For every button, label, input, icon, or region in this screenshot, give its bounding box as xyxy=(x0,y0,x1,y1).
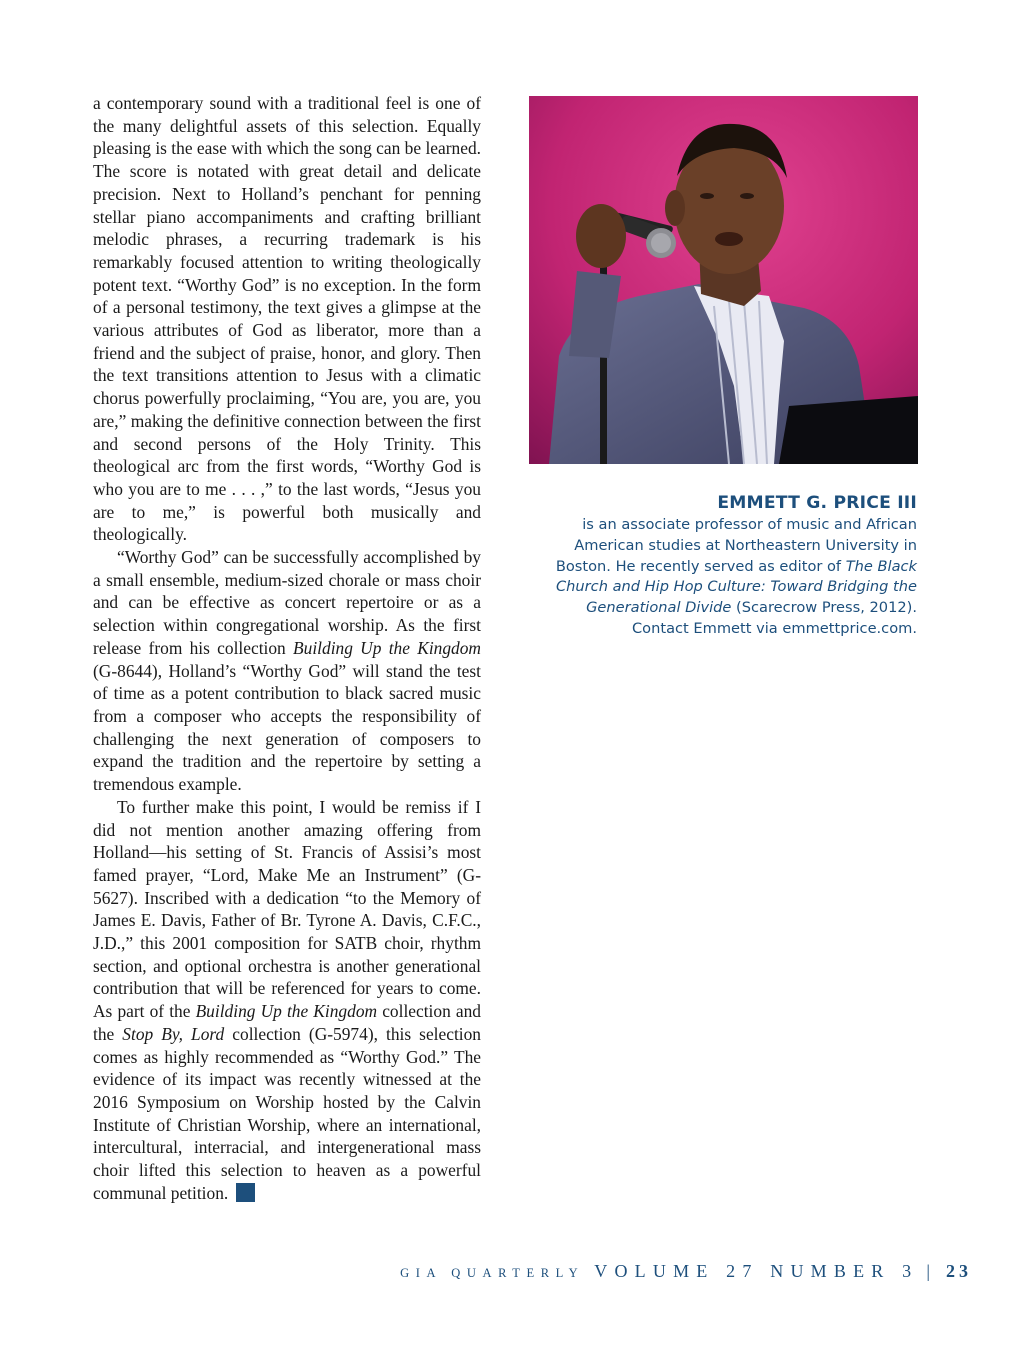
paragraph-text: collection (G-5974), this selection comes as highly recommended as “Worthy God.” The evidence of its impact was recently witnessed at the 2016 Symposium on Worship hosted by the Calvin Institute of Christian Worship, where an international, intercultural, interracial, and intergenerational mass choir lifted this selection to heaven as a powerful communal petition. xyxy=(93,1023,481,1203)
bio-text: is an associate professor of music and African American studies at Northeastern University in Boston. He recently served as editor of xyxy=(555,516,917,575)
article-paragraph-3 xyxy=(93,796,481,1205)
article-paragraph-2 xyxy=(93,546,481,796)
paragraph-text: (G-8644), Holland’s “Worthy God” will stand the test of time as a potent contribution to black sacred music from a composer who accepts the responsibility of challenging the next generation of composers to expand the tradition and the repertoire by setting a tremendous example. xyxy=(93,660,481,795)
page-footer xyxy=(400,1261,972,1282)
collection-title: Stop By, Lord xyxy=(122,1023,225,1044)
paragraph-text: a contemporary sound with a traditional feel is one of the many delightful assets of this selection. Equally pleasing is the ease with which the song can be learned. The score is notated with great detail and delicate precision. Next to Holland’s penchant for penning stellar piano accompaniments and crafting brilliant melodic phrases, a recurring trademark is his remarkably focused attention to writing theologically potent text. “Worthy God” is no exception. In the form of a personal testimony, the text gives a glimpse at the various attributes of God as liberator, more than a friend and the subject of praise, honor, and glory. Then the text transitions attention to Jesus with a climatic chorus powerfully proclaiming, “You are, you are, you are,” making the definitive connection between the first and second persons of the Holy Trinity. This theological arc from the first words, “Worthy God is who you are to me . . . ,” to the last words, “Jesus you are to me,” is powerful both musically and theologically. xyxy=(93,93,481,545)
paragraph-text: To further make this point, I would be remiss if I did not mention another amazing offering from Holland—his setting of St. Francis of Assisi’s most famed prayer, “Lord, Make Me an Instrument” (G-5627). Inscribed with a dedication “to the Memory of James E. Davis, Father of Br. Tyrone A. Davis, C.F.C., J.D.,” this 2001 composition for SATB choir, rhythm section, and optional orchestra is another generational contribution that will be referenced for years to come. As part of the xyxy=(93,796,481,1022)
author-name: EMMETT G. PRICE III xyxy=(717,493,917,513)
author-bio xyxy=(540,492,917,640)
end-of-article-mark xyxy=(236,1183,255,1202)
footer-separator: | xyxy=(926,1261,930,1281)
author-photo-illustration xyxy=(529,96,918,464)
page-number: 23 xyxy=(946,1261,972,1281)
book-title: The Black Church and Hip Hop Culture: Toward Bridging the Generational Divide xyxy=(555,557,917,617)
article-body xyxy=(93,92,481,1204)
article-paragraph-1 xyxy=(93,92,481,546)
author-photo xyxy=(529,96,918,464)
bio-text: (Scarecrow Press, 2012). Contact Emmett via emmettprice.com. xyxy=(631,599,917,637)
author-bio-text xyxy=(540,515,917,640)
collection-title: Building Up the Kingdom xyxy=(195,1001,378,1022)
paragraph-text: collection and the xyxy=(93,1001,481,1044)
collection-title: Building Up the Kingdom xyxy=(293,637,481,658)
paragraph-text: “Worthy God” can be successfully accomplished by a small ensemble, medium-sized chorale or mass choir and can be effective as concert repertoire or as a selection within congregational worship. As the first release from his collection xyxy=(93,547,481,658)
publication-name: GIA QUARTERLY xyxy=(400,1266,585,1280)
issue-volume: VOLUME 27 NUMBER 3 xyxy=(594,1261,919,1281)
